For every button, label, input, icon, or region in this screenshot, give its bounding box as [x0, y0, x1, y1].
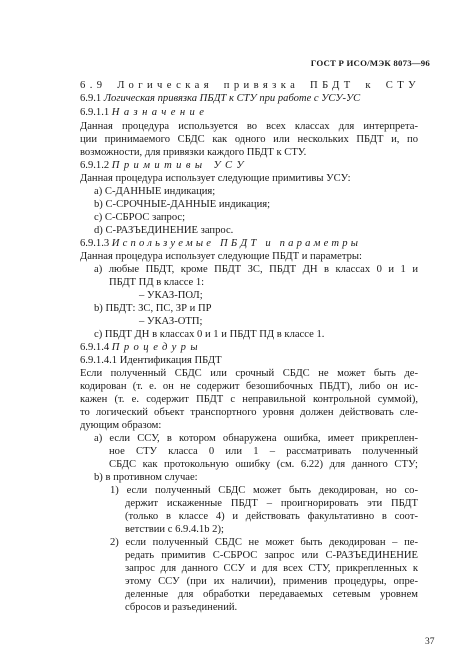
- list-subitem-continuation: деленные для обработки передаваемых сетевым уровнем: [125, 589, 418, 600]
- section-heading: 6.9 Логическая привязка ПБДТ к СТУ: [80, 80, 420, 91]
- subclause-heading: 6.9.1.4.1 Идентификация ПБДТ: [80, 355, 222, 366]
- list-subitem-continuation: этому ССУ (при их наличии), применив процедуры, опре-: [125, 576, 418, 587]
- clause-number: 6.9.1.4: [80, 342, 110, 353]
- list-subitem: – УКАЗ-ОТП;: [139, 316, 203, 327]
- page-number: 37: [425, 637, 435, 647]
- paragraph-line: Данная процедура использует следующие ПБДТ и параметры:: [80, 251, 362, 262]
- paragraph-line: Данная процедура использует следующие примитивы УСУ:: [80, 173, 351, 184]
- list-item: а) если ССУ, в котором обнаружена ошибка, имеет прикреплен-: [94, 433, 418, 444]
- list-item: b) в противном случае:: [94, 472, 198, 483]
- clause-title: Процедуры: [111, 342, 202, 353]
- clause-title: Примитивы УСУ: [111, 160, 248, 171]
- list-subitem-continuation: держит искаженные ПБДТ – проигнорировать эти ПБДТ: [125, 498, 418, 509]
- list-item-continuation: ное СТУ класса 0 или 1 – рассматривать полученный: [109, 446, 418, 457]
- list-subitem: – УКАЗ-ПОЛ;: [139, 290, 203, 301]
- paragraph-line: Данная процедура используется во всех классах для интерпрета-: [80, 121, 418, 132]
- clause-heading: [80, 342, 202, 354]
- list-subitem-continuation: (только в классе 4) и действовать факультативно в соот-: [125, 511, 418, 522]
- paragraph-line: дующим образом:: [80, 420, 162, 431]
- clause-number: 6.9.1.1: [80, 107, 110, 118]
- paragraph-line: возможности, для привязки каждого ПБДТ к СТУ.: [80, 147, 307, 158]
- list-item: а) С-ДАННЫЕ индикация;: [94, 186, 216, 197]
- clause-title: Используемые ПБДТ и параметры: [111, 238, 362, 249]
- subsection-heading: [80, 93, 360, 105]
- paragraph-line: то логический объект транспортного уровня должен действовать сле-: [80, 407, 418, 418]
- list-subitem-continuation: сбросов и разъединений.: [125, 602, 238, 613]
- clause-heading: [80, 160, 248, 172]
- paragraph-line: Если полученный СБДС или срочный СБДС не может быть де-: [80, 368, 418, 379]
- list-item: d) С-РАЗЪЕДИНЕНИЕ запрос.: [94, 225, 234, 236]
- clause-number: 6.9.1.2: [80, 160, 110, 171]
- paragraph-line: кажен (т. е. содержит ПБДТ с неправильной контрольной суммой),: [80, 394, 418, 405]
- list-subitem: 1) если полученный СБДС может быть декодирован, но со-: [110, 485, 418, 496]
- subsection-number: 6.9.1: [80, 93, 104, 104]
- paragraph-line: кодирован (т. е. он не содержит безошибочных ПБДТ), либо он ис-: [80, 381, 418, 392]
- list-subitem: 2) если полученный СБДС не может быть декодирован – пе-: [110, 537, 418, 548]
- list-item: b) ПБДТ: ЗС, ПС, ЗР и ПР: [94, 303, 212, 314]
- list-subitem-continuation: ветствии с 6.9.4.1b 2);: [125, 524, 224, 535]
- clause-heading: [80, 107, 208, 119]
- list-item-continuation: ПБДТ ПД в классе 1:: [109, 277, 205, 288]
- clause-number: 6.9.1.3: [80, 238, 110, 249]
- document-header: ГОСТ Р ИСО/МЭК 8073—96: [310, 58, 430, 68]
- clause-heading: [80, 238, 361, 250]
- list-item: а) любые ПБДТ, кроме ПБДТ ЗС, ПБДТ ДН в классах 0 и 1 и: [94, 264, 418, 275]
- list-item: с) С-СБРОС запрос;: [94, 212, 186, 223]
- list-item-continuation: СБДС как протокольную ошибку (см. 6.22) для данного СТУ;: [109, 459, 418, 470]
- list-subitem-continuation: запрос для данного ССУ и для всех СТУ, прикрепленных к: [125, 563, 418, 574]
- paragraph-line: ции принимаемого СБДС как одного или нескольких ПБДТ и, по: [80, 134, 418, 145]
- list-item: b) С-СРОЧНЫЕ-ДАННЫЕ индикация;: [94, 199, 271, 210]
- list-subitem-continuation: редать примитив С-СБРОС запрос или С-РАЗЪЕДИНЕНИЕ: [125, 550, 418, 561]
- clause-title: Назначение: [111, 107, 209, 118]
- list-item: с) ПБДТ ДН в классах 0 и 1 и ПБДТ ПД в классе 1.: [94, 329, 325, 340]
- subsection-title: Логическая привязка ПБДТ к СТУ при работе с УСУ-УС: [103, 93, 361, 104]
